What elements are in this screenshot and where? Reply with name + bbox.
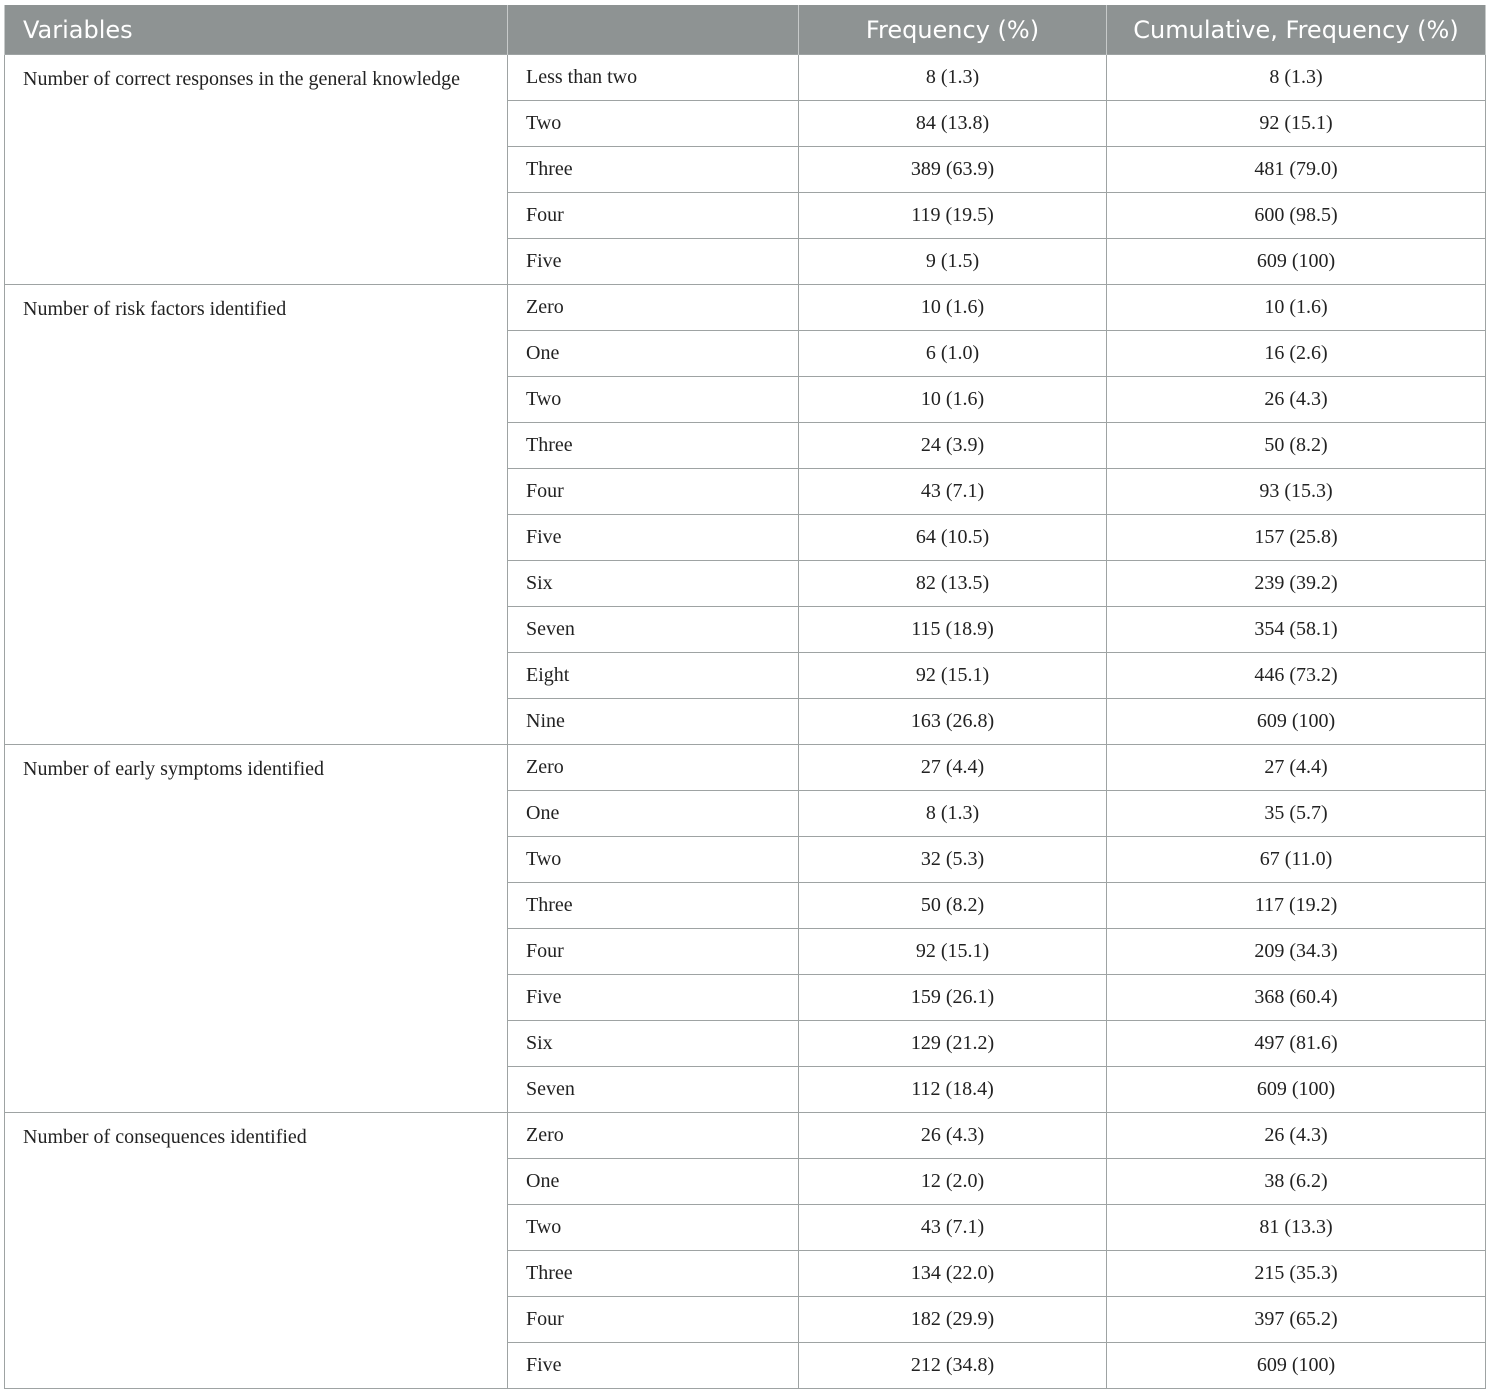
frequency-cell: 6 (1.0) <box>799 331 1107 377</box>
cumulative-frequency-cell: 50 (8.2) <box>1107 423 1486 469</box>
category-cell: One <box>508 791 799 837</box>
header-frequency: Frequency (%) <box>799 5 1107 55</box>
category-cell: Four <box>508 193 799 239</box>
frequency-cell: 92 (15.1) <box>799 929 1107 975</box>
cumulative-frequency-cell: 209 (34.3) <box>1107 929 1486 975</box>
frequency-cell: 163 (26.8) <box>799 699 1107 745</box>
frequency-cell: 43 (7.1) <box>799 1205 1107 1251</box>
cumulative-frequency-cell: 481 (79.0) <box>1107 147 1486 193</box>
frequency-cell: 92 (15.1) <box>799 653 1107 699</box>
frequency-cell: 84 (13.8) <box>799 101 1107 147</box>
frequency-cell: 10 (1.6) <box>799 377 1107 423</box>
cumulative-frequency-cell: 609 (100) <box>1107 1343 1486 1389</box>
category-cell: Two <box>508 101 799 147</box>
cumulative-frequency-cell: 157 (25.8) <box>1107 515 1486 561</box>
table-row <box>5 55 1486 101</box>
cumulative-frequency-cell: 67 (11.0) <box>1107 837 1486 883</box>
header-category <box>508 5 799 55</box>
category-cell: One <box>508 1159 799 1205</box>
cumulative-frequency-cell: 26 (4.3) <box>1107 377 1486 423</box>
frequency-cell: 10 (1.6) <box>799 285 1107 331</box>
frequency-cell: 82 (13.5) <box>799 561 1107 607</box>
frequency-cell: 8 (1.3) <box>799 791 1107 837</box>
cumulative-frequency-cell: 8 (1.3) <box>1107 55 1486 101</box>
cumulative-frequency-cell: 609 (100) <box>1107 239 1486 285</box>
category-cell: Four <box>508 1297 799 1343</box>
category-cell: Nine <box>508 699 799 745</box>
category-cell: Six <box>508 1021 799 1067</box>
cumulative-frequency-cell: 215 (35.3) <box>1107 1251 1486 1297</box>
header-row <box>5 5 1486 55</box>
category-cell: Zero <box>508 745 799 791</box>
cumulative-frequency-cell: 446 (73.2) <box>1107 653 1486 699</box>
table-row <box>5 1113 1486 1159</box>
cumulative-frequency-cell: 27 (4.4) <box>1107 745 1486 791</box>
frequency-table <box>4 5 1486 1389</box>
frequency-cell: 43 (7.1) <box>799 469 1107 515</box>
frequency-cell: 50 (8.2) <box>799 883 1107 929</box>
frequency-cell: 129 (21.2) <box>799 1021 1107 1067</box>
header-cumulative-frequency: Cumulative, Frequency (%) <box>1107 5 1486 55</box>
category-cell: One <box>508 331 799 377</box>
cumulative-frequency-cell: 397 (65.2) <box>1107 1297 1486 1343</box>
frequency-cell: 26 (4.3) <box>799 1113 1107 1159</box>
frequency-cell: 182 (29.9) <box>799 1297 1107 1343</box>
frequency-cell: 115 (18.9) <box>799 607 1107 653</box>
frequency-cell: 64 (10.5) <box>799 515 1107 561</box>
frequency-cell: 27 (4.4) <box>799 745 1107 791</box>
cumulative-frequency-cell: 117 (19.2) <box>1107 883 1486 929</box>
frequency-cell: 24 (3.9) <box>799 423 1107 469</box>
category-cell: Seven <box>508 1067 799 1113</box>
frequency-cell: 212 (34.8) <box>799 1343 1107 1389</box>
category-cell: Two <box>508 1205 799 1251</box>
category-cell: Three <box>508 1251 799 1297</box>
category-cell: Four <box>508 929 799 975</box>
cumulative-frequency-cell: 92 (15.1) <box>1107 101 1486 147</box>
frequency-cell: 12 (2.0) <box>799 1159 1107 1205</box>
table-header <box>5 5 1486 55</box>
cumulative-frequency-cell: 10 (1.6) <box>1107 285 1486 331</box>
header-variables: Variables <box>5 5 508 55</box>
category-cell: Eight <box>508 653 799 699</box>
variable-cell: Number of correct responses in the general knowledge <box>5 55 508 285</box>
frequency-cell: 9 (1.5) <box>799 239 1107 285</box>
category-cell: Six <box>508 561 799 607</box>
category-cell: Two <box>508 377 799 423</box>
table-body <box>5 55 1486 1389</box>
category-cell: Five <box>508 515 799 561</box>
category-cell: Two <box>508 837 799 883</box>
cumulative-frequency-cell: 16 (2.6) <box>1107 331 1486 377</box>
cumulative-frequency-cell: 497 (81.6) <box>1107 1021 1486 1067</box>
cumulative-frequency-cell: 354 (58.1) <box>1107 607 1486 653</box>
variable-cell: Number of risk factors identified <box>5 285 508 745</box>
cumulative-frequency-cell: 26 (4.3) <box>1107 1113 1486 1159</box>
category-cell: Less than two <box>508 55 799 101</box>
category-cell: Five <box>508 975 799 1021</box>
table-row <box>5 745 1486 791</box>
cumulative-frequency-cell: 239 (39.2) <box>1107 561 1486 607</box>
table-row <box>5 285 1486 331</box>
cumulative-frequency-cell: 81 (13.3) <box>1107 1205 1486 1251</box>
cumulative-frequency-cell: 609 (100) <box>1107 1067 1486 1113</box>
frequency-cell: 389 (63.9) <box>799 147 1107 193</box>
category-cell: Four <box>508 469 799 515</box>
cumulative-frequency-cell: 609 (100) <box>1107 699 1486 745</box>
frequency-cell: 119 (19.5) <box>799 193 1107 239</box>
frequency-cell: 8 (1.3) <box>799 55 1107 101</box>
cumulative-frequency-cell: 38 (6.2) <box>1107 1159 1486 1205</box>
cumulative-frequency-cell: 600 (98.5) <box>1107 193 1486 239</box>
cumulative-frequency-cell: 35 (5.7) <box>1107 791 1486 837</box>
category-cell: Five <box>508 1343 799 1389</box>
frequency-cell: 134 (22.0) <box>799 1251 1107 1297</box>
frequency-cell: 112 (18.4) <box>799 1067 1107 1113</box>
cumulative-frequency-cell: 93 (15.3) <box>1107 469 1486 515</box>
category-cell: Five <box>508 239 799 285</box>
category-cell: Zero <box>508 285 799 331</box>
category-cell: Three <box>508 147 799 193</box>
category-cell: Seven <box>508 607 799 653</box>
category-cell: Three <box>508 423 799 469</box>
cumulative-frequency-cell: 368 (60.4) <box>1107 975 1486 1021</box>
category-cell: Three <box>508 883 799 929</box>
frequency-cell: 32 (5.3) <box>799 837 1107 883</box>
variable-cell: Number of early symptoms identified <box>5 745 508 1113</box>
frequency-cell: 159 (26.1) <box>799 975 1107 1021</box>
category-cell: Zero <box>508 1113 799 1159</box>
variable-cell: Number of consequences identified <box>5 1113 508 1389</box>
